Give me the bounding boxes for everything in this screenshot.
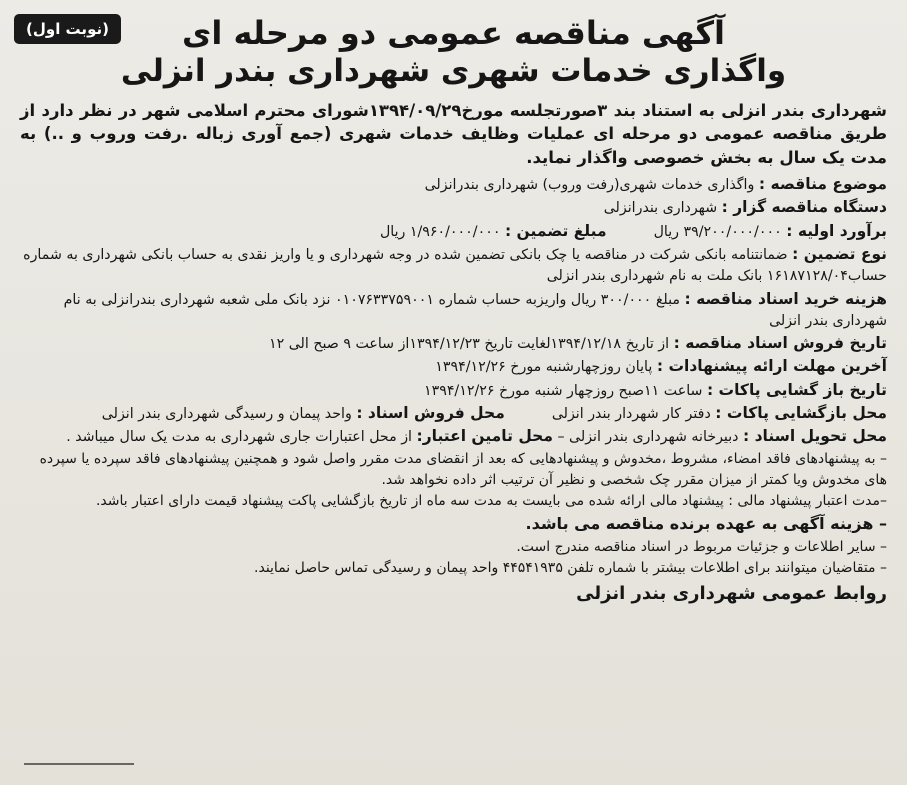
note-contact: – متقاضیان میتوانند برای اطلاعات بیشتر با شماره تلفن ۴۴۵۴۱۹۳۵ واحد پیمان و رسیدگی تماس حاصل نمایند. [254, 560, 887, 577]
note-ad-cost: – هزینه آگهی به عهده برنده مناقصه می باشد. [525, 514, 887, 534]
organizer-value: شهرداری بندرانزلی [603, 200, 718, 217]
docs-cost-value: مبلغ ۳۰۰/۰۰۰ ریال واریزبه حساب شماره ۰۱۰۷۶۳۳۷۵۹۰۰۱ نزد بانک ملی شعبه شهرداری بندرانزلی به نام شهرداری بندر انزلی [63, 291, 887, 329]
deadline-label: آخرین مهلت ارائه پیشنهادات : [656, 357, 887, 376]
subject-value: واگذاری خدمات شهری(رفت وروب) شهرداری بندرانزلی [424, 177, 755, 194]
footer-underline [24, 763, 134, 765]
sale-place-value: واحد پیمان و رسیدگی شهرداری بندر انزلی [101, 406, 352, 423]
guarantee-type-value: ضمانتنامه بانکی شرکت در مناقصه یا چک بانکی تضمین شده در وجه شهرداری و یا واریز نقدی به حساب بانکی شهرداری به شماره حساب۱۶۱۸۷۱۲۸/۰۴ بانک ملت به نام شهرداری بندر انزلی [23, 247, 887, 285]
opening-place-label: محل بازگشایی پاکات : [715, 404, 887, 423]
estimate-label: برآورد اولیه : [786, 221, 887, 240]
opening-place-row [20, 402, 887, 425]
organizer-row [20, 196, 887, 219]
docs-cost-row [20, 288, 887, 333]
guarantee-amount-value: ۱/۹۶۰/۰۰۰/۰۰۰ ریال [379, 223, 501, 240]
sale-dates-label: تاریخ فروش اسناد مناقصه : [673, 334, 887, 353]
notice-subtitle: واگذاری خدمات شهری شهرداری بندر انزلی [120, 53, 787, 90]
sale-dates-row [20, 332, 887, 355]
subject-row [20, 173, 887, 196]
estimate-value: ۳۹/۲۰۰/۰۰۰/۰۰۰ ریال [653, 223, 782, 240]
intro-paragraph: شهرداری بندر انزلی به استناد بند ۳صورتجلسه مورخ۱۳۹۴/۰۹/۲۹شورای محترم اسلامی شهر در نظر دارد از طریق مناقصه عمومی دو مرحله ای عملیات وظایف خدمات شهری (جمع آوری زباله .رفت وروب و ..) به مدت یک سال به بخش خصوصی واگذار نماید. [20, 100, 887, 167]
notice-title: آگهی مناقصه عمومی دو مرحله ای [182, 14, 725, 52]
delivery-row [20, 425, 887, 448]
opening-date-row [20, 379, 887, 402]
funding-place-label: محل تامین اعتبار: [416, 427, 553, 446]
funding-place-value: از محل اعتبارات جاری شهرداری به مدت یک سال میباشد . [66, 429, 412, 446]
opening-date-label: تاریخ باز گشایی پاکات : [706, 380, 887, 399]
note-invalid-bids: – به پیشنهادهای فاقد امضاء، مشروط ،مخدوش و پیشنهادهایی که بعد از انقضای مدت مقرر واصل شود و همچنین پیشنهادهای فاقد سپرده یا سپرده های مخدوش ویا کمتر از میزان مقرر چک شخصی و نظیر آن ترتیب اثر داده نخواهد شد. [39, 450, 887, 488]
delivery-place-label: محل تحویل اسناد : [742, 427, 887, 446]
opening-date-value: ساعت ۱۱صبح روزچهار شنبه مورخ ۱۳۹۴/۱۲/۲۶ [423, 382, 703, 399]
docs-cost-label: هزینه خرید اسناد مناقصه : [684, 289, 887, 308]
guarantee-amount-label: مبلغ تضمین : [504, 221, 607, 240]
round-badge: (نوبت اول) [14, 14, 121, 44]
delivery-place-value: دبیرخانه شهرداری بندر انزلی – [557, 429, 739, 446]
deadline-row [20, 355, 887, 378]
footer-signature: روابط عمومی شهرداری بندر انزلی [576, 583, 887, 605]
subject-label: موضوع مناقصه : [758, 175, 887, 194]
deadline-value: پایان روزچهارشنبه مورخ ۱۳۹۴/۱۲/۲۶ [435, 359, 653, 376]
note-validity: –مدت اعتبار پیشنهاد مالی : پیشنهاد مالی ارائه شده می بایست به مدت سه ماه از تاریخ بازگشایی پاکت پیشنهاد قیمت دارای اعتبار باشد. [95, 493, 887, 510]
opening-place-value: دفتر کار شهردار بندر انزلی [551, 406, 711, 423]
guarantee-type-label: نوع تضمین : [792, 245, 887, 263]
guarantee-type-row [20, 243, 887, 288]
estimate-row [20, 220, 887, 243]
organizer-label: دستگاه مناقصه گزار : [721, 198, 887, 217]
sale-place-label: محل فروش اسناد : [356, 404, 505, 423]
sale-dates-value: از تاریخ ۱۳۹۴/۱۲/۱۸لغایت تاریخ ۱۳۹۴/۱۲/۲۳از ساعت ۹ صبح الی ۱۲ [268, 336, 670, 353]
note-other-info: – سایر اطلاعات و جزئیات مربوط در اسناد مناقصه مندرج است. [516, 538, 887, 555]
